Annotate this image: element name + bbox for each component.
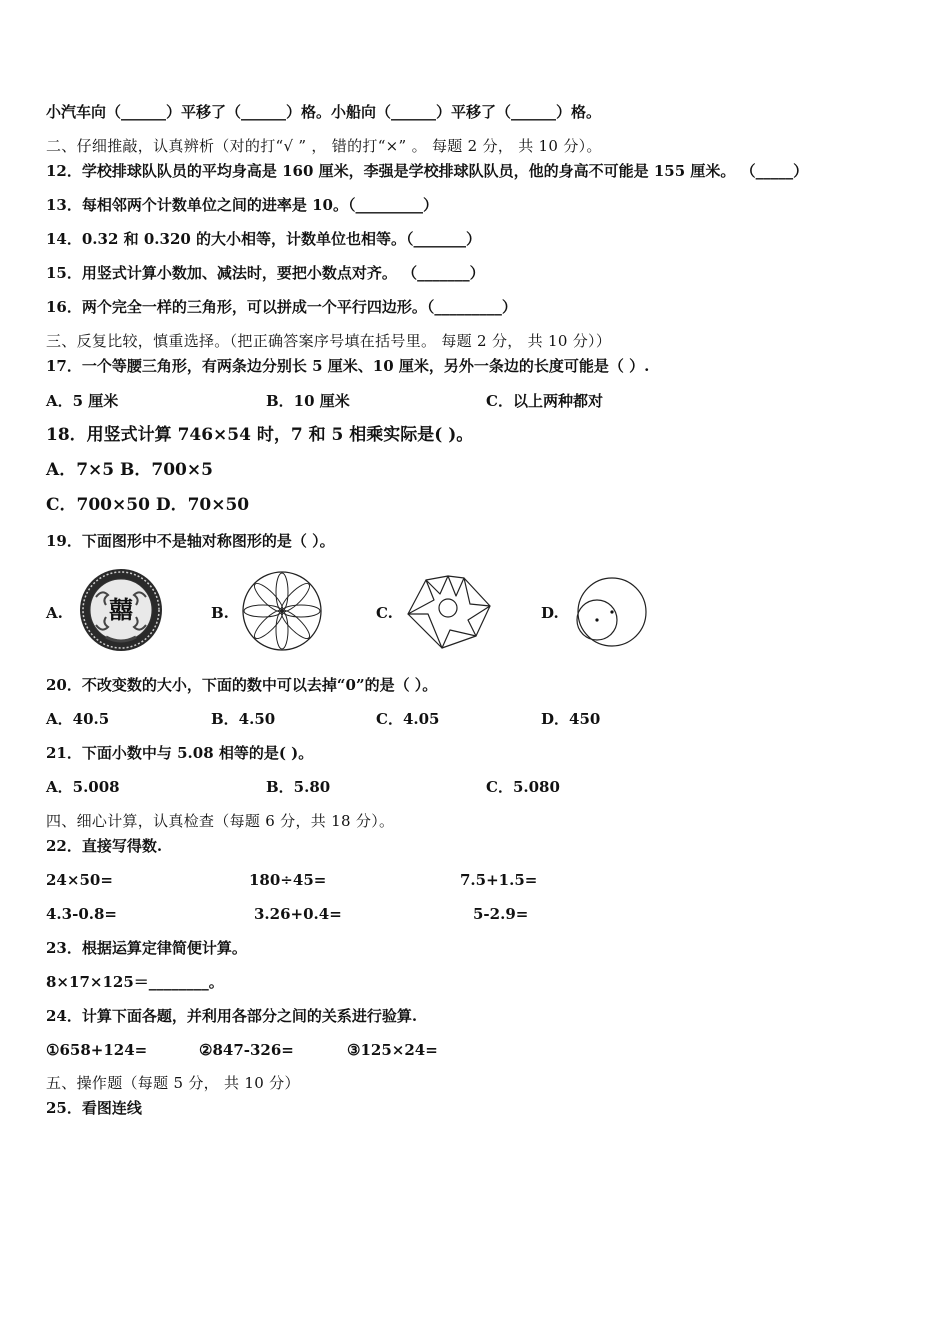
q19-figure-c-pinwheel — [404, 570, 492, 652]
question-17: 17．一个等腰三角形，有两条边分别长 5 厘米、10 厘米，另外一条边的长度可能是（ ）. — [46, 357, 650, 375]
q22-item-1: 24×50= — [46, 871, 113, 889]
question-20: 20．不改变数的大小，下面的数中可以去掉“0”的是（ ）。 — [46, 676, 438, 694]
question-25: 25．看图连线 — [46, 1099, 142, 1117]
q20-option-b: B．4.50 — [211, 710, 276, 728]
question-24: 24．计算下面各题，并利用各部分之间的关系进行验算. — [46, 1007, 418, 1025]
q17-option-b: B．10 厘米 — [266, 392, 350, 410]
q22-item-6: 5-2.9= — [473, 905, 529, 923]
question-23: 23．根据运算定律简便计算。 — [46, 939, 247, 957]
section-3-heading: 三、反复比较，慎重选择。（把正确答案序号填在括号里。 每题 2 分， 共 10 分）） — [46, 332, 612, 350]
q24-item-1: ①658+124= — [46, 1041, 148, 1059]
q22-item-2: 180÷45= — [249, 871, 327, 889]
q22-item-4: 4.3-0.8= — [46, 905, 117, 923]
question-12: 12．学校排球队队员的平均身高是 160 厘米，李强是学校排球队队员，他的身高不可能是 155 厘米。 （_____） — [46, 162, 809, 180]
q19-label-c: C. — [376, 604, 393, 622]
question-13: 13．每相邻两个计数单位之间的进率是 10。（_________） — [46, 196, 438, 214]
q21-option-a: A．5.008 — [46, 778, 120, 796]
q21-option-b: B．5.80 — [266, 778, 331, 796]
fig-a-double-happiness-glyph: 囍 — [109, 596, 133, 624]
q18-options-cd: C．700×50 D．70×50 — [46, 495, 250, 515]
q17-option-a: A．5 厘米 — [46, 392, 119, 410]
q21-option-c: C．5.080 — [486, 778, 560, 796]
q22-item-5: 3.26+0.4= — [254, 905, 342, 923]
question-18: 18．用竖式计算 746×54 时，7 和 5 相乘实际是( )。 — [46, 425, 474, 445]
question-22: 22．直接写得数. — [46, 837, 163, 855]
section-4-heading: 四、细心计算，认真检查（每题 6 分，共 18 分）。 — [46, 812, 395, 830]
question-15: 15．用竖式计算小数加、减法时，要把小数点对齐。 （_______） — [46, 264, 485, 282]
q19-label-b: B. — [211, 604, 229, 622]
section-5-heading: 五、操作题（每题 5 分， 共 10 分） — [46, 1074, 300, 1092]
question-19: 19．下面图形中不是轴对称图形的是（ ）。 — [46, 532, 335, 550]
question-21: 21．下面小数中与 5.08 相等的是( )。 — [46, 744, 314, 762]
q24-item-2: ②847-326= — [199, 1041, 294, 1059]
q19-label-d: D. — [541, 604, 559, 622]
q22-item-3: 7.5+1.5= — [460, 871, 538, 889]
question-14: 14．0.32 和 0.320 的大小相等，计数单位也相等。（_______） — [46, 230, 482, 248]
q19-figure-b-flower — [240, 569, 324, 653]
q20-option-c: C．4.05 — [376, 710, 440, 728]
q19-figure-d-circles — [574, 576, 650, 648]
q23-expression: 8×17×125＝________。 — [46, 973, 224, 991]
translation-blank-line: 小汽车向（______）平移了（______）格。小船向（______）平移了（______）格。 — [46, 103, 602, 121]
q20-option-d: D．450 — [541, 710, 601, 728]
q18-options-ab: A．7×5 B．700×5 — [46, 460, 213, 480]
q20-option-a: A．40.5 — [46, 710, 110, 728]
q19-label-a: A. — [46, 604, 63, 622]
q19-figure-a-ornament — [78, 567, 164, 653]
section-2-heading: 二、仔细推敲，认真辨析（对的打“√ ” ， 错的打“×” 。 每题 2 分， 共 10 分）。 — [46, 137, 602, 155]
q17-option-c: C．以上两种都对 — [486, 392, 603, 410]
question-16: 16．两个完全一样的三角形，可以拼成一个平行四边形。（_________） — [46, 298, 517, 316]
q24-item-3: ③125×24= — [347, 1041, 438, 1059]
